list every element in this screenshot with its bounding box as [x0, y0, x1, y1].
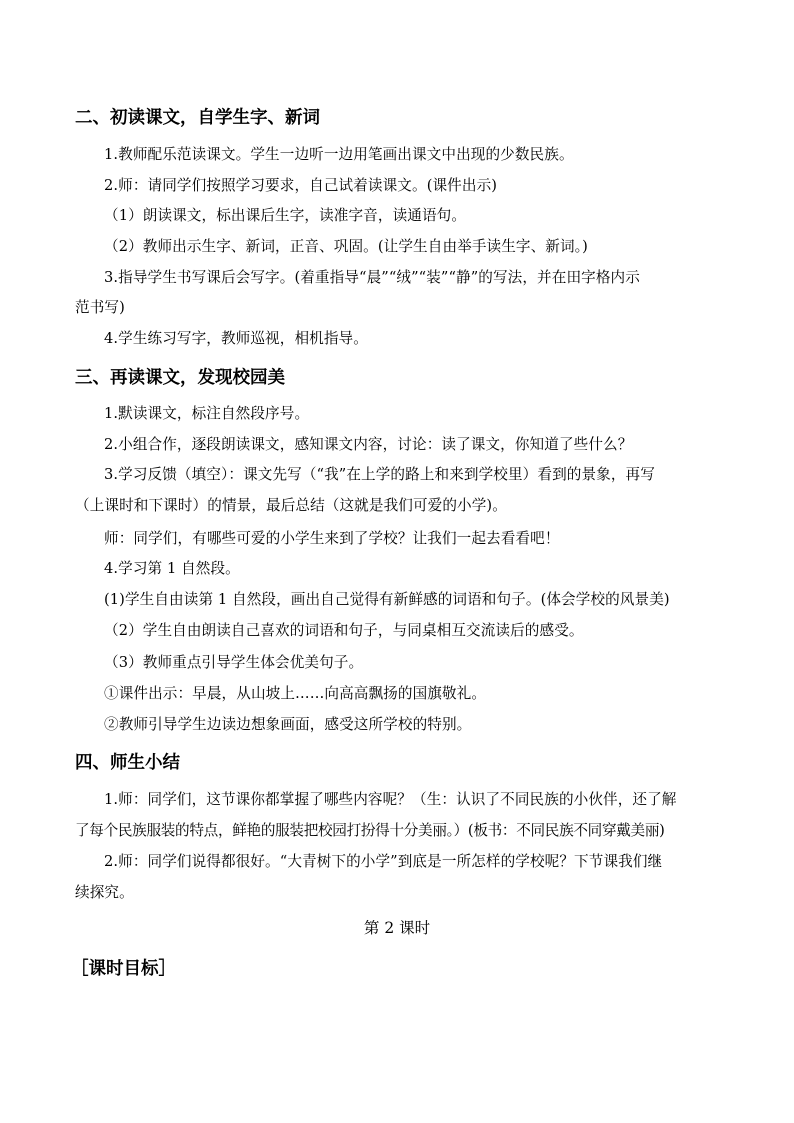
section-heading-3: 三、再读课文，发现校园美	[75, 368, 285, 388]
paragraph-line: （上课时和下课时）的情景，最后总结（这就是我们可爱的小学)。	[75, 497, 507, 514]
paragraph-line: ①课件出示：早晨，从山坡上……向高高飘扬的国旗敬礼。	[104, 685, 487, 702]
paragraph-line: (1)学生自由读第 1 自然段，画出自己觉得有新鲜感的词语和句子。(体会学校的风景美)	[104, 591, 670, 608]
section-heading-4: 四、师生小结	[75, 753, 180, 773]
paragraph-line: （3）教师重点引导学生体会优美句子。	[104, 654, 364, 671]
paragraph-line: 4.学生练习写字，教师巡视，相机指导。	[104, 330, 368, 347]
paragraph-line: 2.小组合作，逐段朗读课文，感知课文内容，讨论：读了课文，你知道了些什么？	[104, 436, 633, 453]
paragraph-line: 2.师：同学们说得都很好。“大青树下的小学”到底是一所怎样的学校呢？下节课我们继	[104, 853, 663, 870]
paragraph-line: 3.指导学生书写课后会写字。(着重指导“晨”“绒”“装”“静”的写法，并在田字格内示	[104, 269, 640, 286]
lesson-title: 第 2 课时	[363, 919, 431, 937]
paragraph-line: 1.师：同学们，这节课你都掌握了哪些内容呢？（生：认识了不同民族的小伙伴，还了解	[104, 791, 677, 808]
paragraph-line: ②教师引导学生边读边想象画面，感受这所学校的特别。	[104, 716, 472, 733]
paragraph-line: 范书写)	[75, 299, 125, 316]
paragraph-line: 2.师：请同学们按照学习要求，自己试着读课文。(课件出示)	[104, 177, 498, 194]
paragraph-line: 了每个民族服装的特点，鲜艳的服装把校园打扮得十分美丽。）(板书：不同民族不同穿戴美丽)	[75, 822, 665, 839]
paragraph-line: 师：同学们，有哪些可爱的小学生来到了学校？让我们一起去看看吧！	[104, 530, 560, 547]
paragraph-line: 1.默读课文，标注自然段序号。	[104, 405, 310, 422]
lesson-goal-heading: ［课时目标］	[71, 959, 176, 979]
paragraph-line: 续探究。	[75, 884, 134, 901]
paragraph-line: 1.教师配乐范读课文。学生一边听一边用笔画出课文中出现的少数民族。	[104, 146, 574, 163]
section-heading-2: 二、初读课文，自学生字、新词	[75, 108, 320, 128]
paragraph-line: （1）朗读课文，标出课后生字，读准字音，读通语句。	[104, 207, 467, 224]
paragraph-line: （2）教师出示生字、新词，正音、巩固。(让学生自由举手读生字、新词。)	[104, 238, 588, 255]
paragraph-line: （2）学生自由朗读自己喜欢的词语和句子，与同桌相互交流读后的感受。	[104, 622, 584, 639]
paragraph-line: 4.学习第 1 自然段。	[104, 560, 240, 577]
paragraph-line: 3.学习反馈（填空）：课文先写（“我”在上学的路上和来到学校里）看到的景象，再写	[104, 466, 655, 483]
